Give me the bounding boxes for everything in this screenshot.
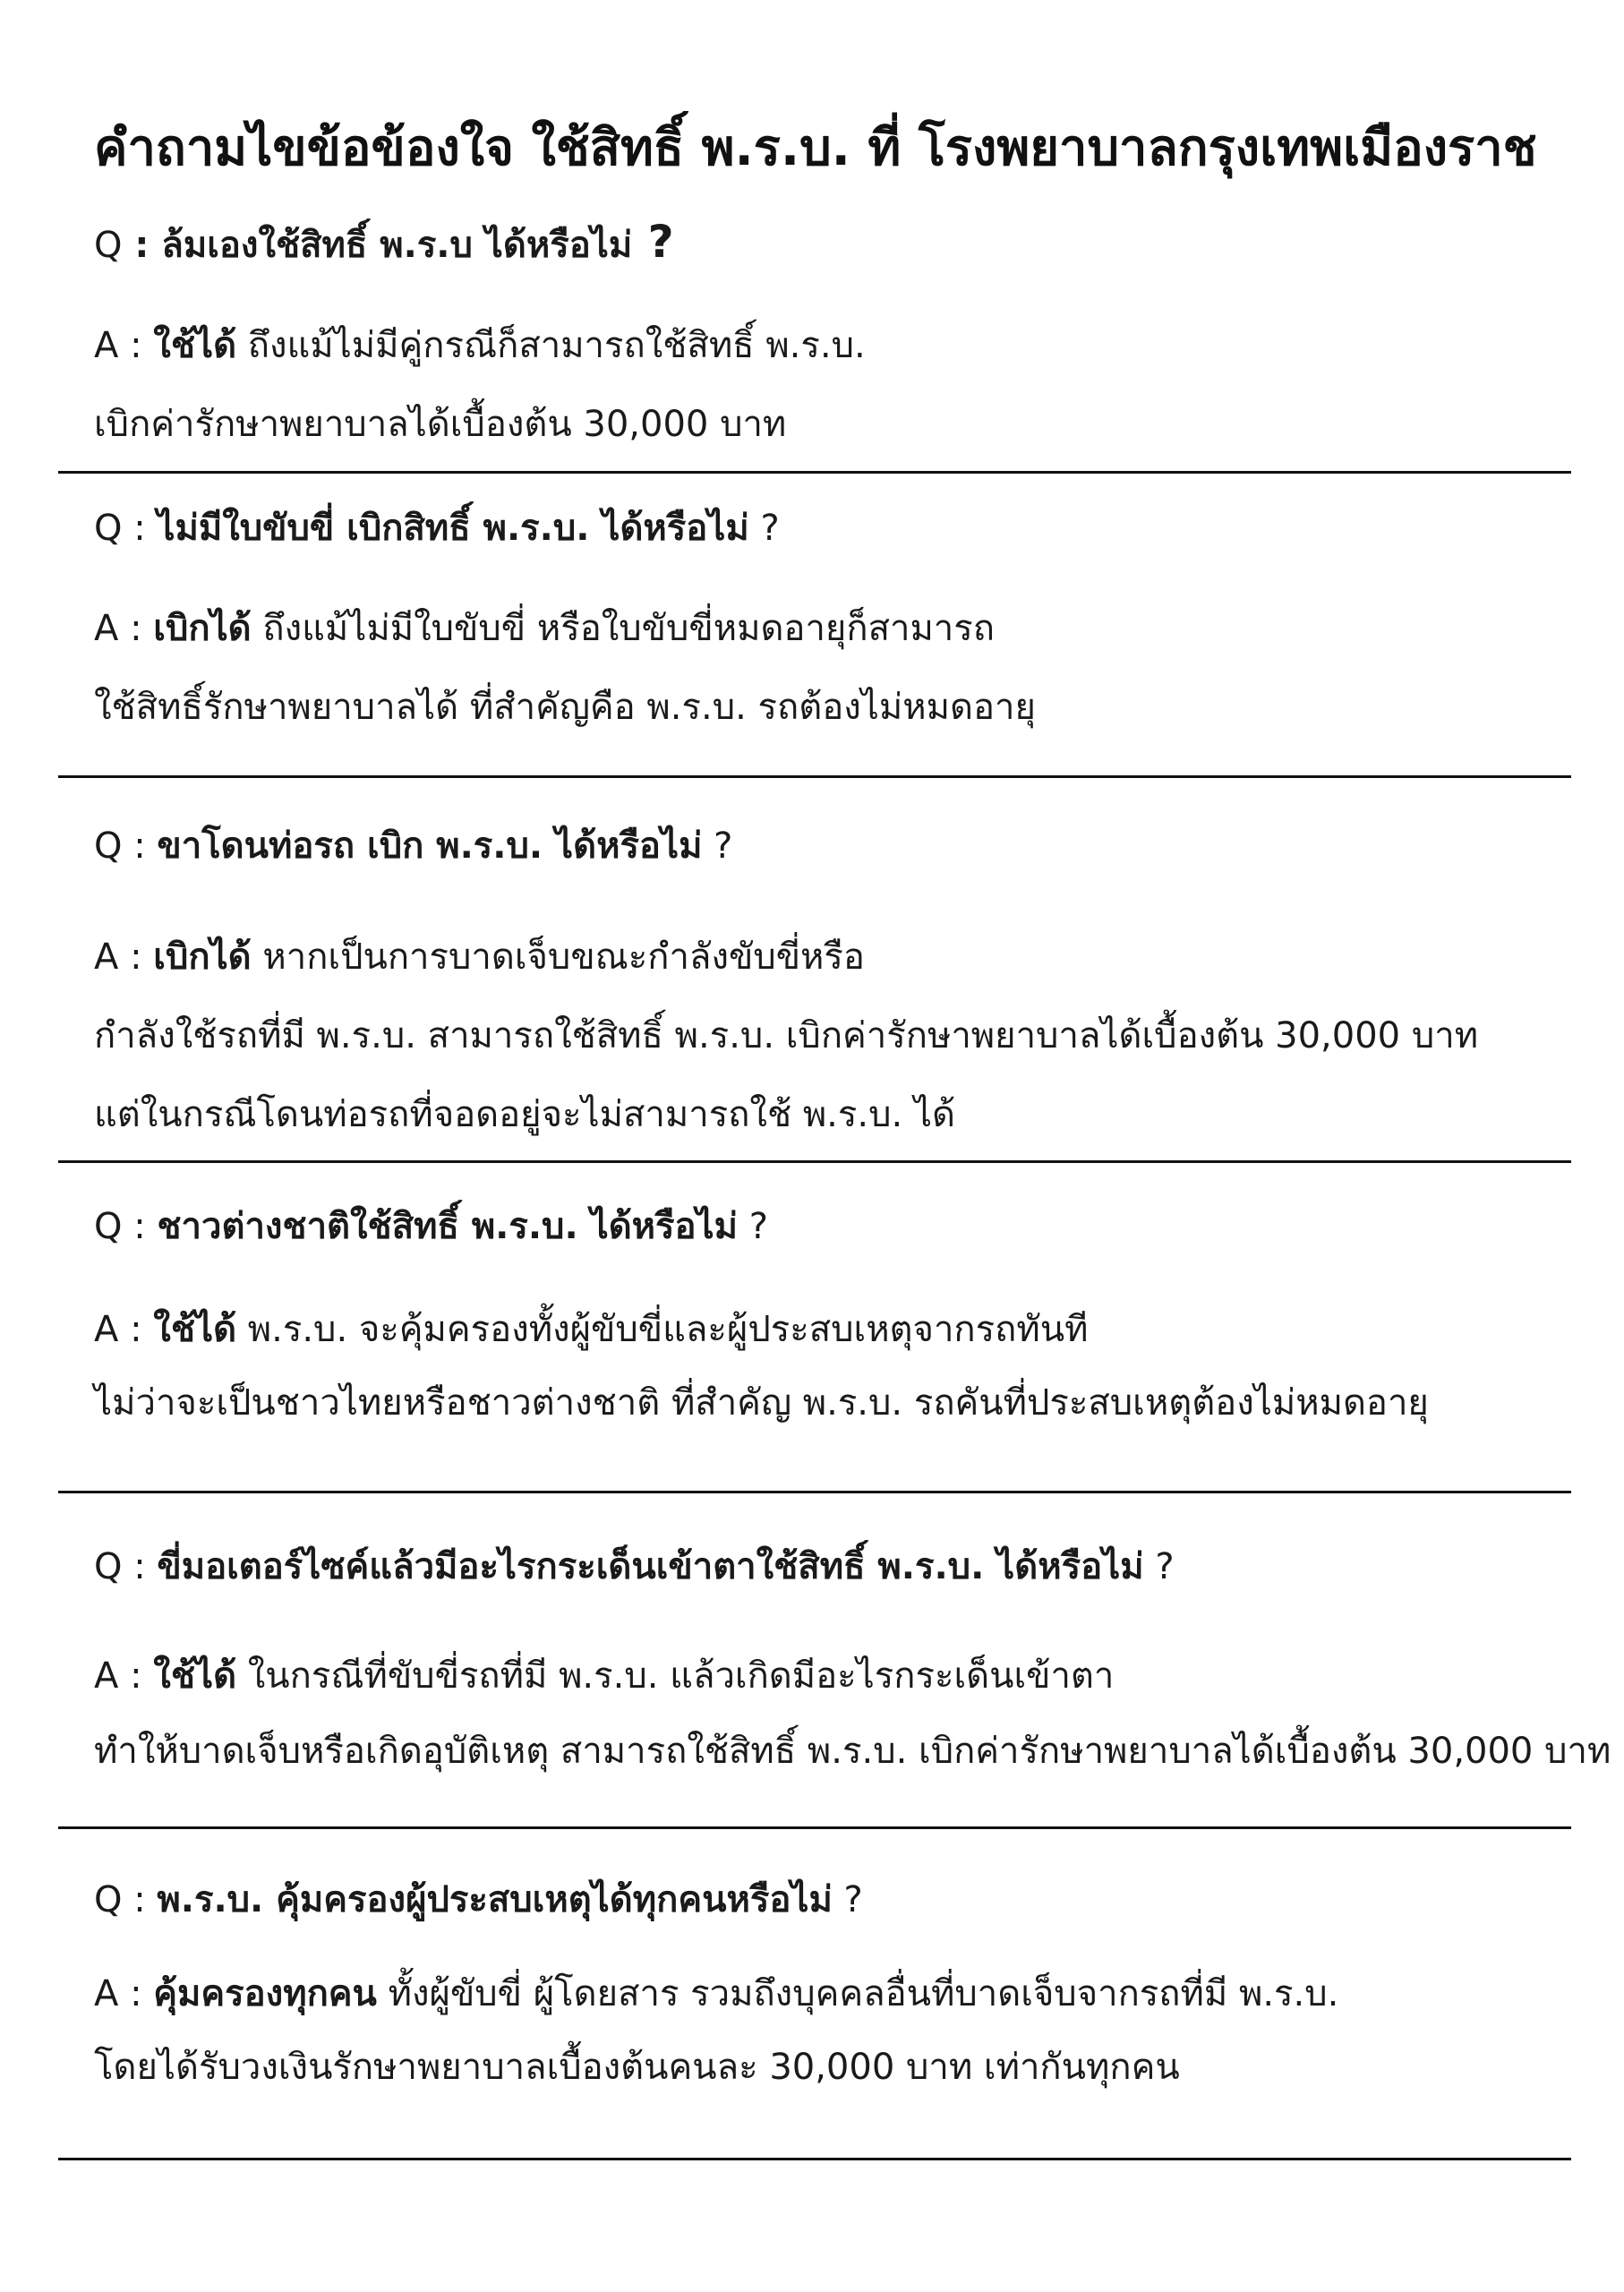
question bbox=[94, 819, 1570, 873]
answer-prefix: A : bbox=[94, 1655, 154, 1697]
qa-item bbox=[94, 1873, 1570, 2104]
section-divider bbox=[58, 2158, 1571, 2160]
answer-line bbox=[94, 1293, 1570, 1366]
answer-text: หากเป็นการบาดเจ็บขณะกำลังขับขี่หรือ bbox=[251, 936, 865, 978]
answer-line bbox=[94, 1957, 1570, 2031]
question-text: พ.ร.บ. คุ้มครองผู้ประสบเหตุได้ทุกคนหรือไม่ bbox=[157, 1879, 833, 1920]
question-prefix: Q : bbox=[94, 508, 158, 549]
question-prefix: Q : bbox=[94, 1206, 158, 1247]
answer-line: ทำให้บาดเจ็บหรือเกิดอุบัติเหตุ สามารถใช้สิทธิ์ พ.ร.บ. เบิกค่ารักษาพยาบาลได้เบื้องต้น 30,000 บาท bbox=[94, 1731, 1611, 1772]
question-text: ขี่มอเตอร์ไซค์แล้วมีอะไรกระเด็นเข้าตาใช้สิทธิ์ พ.ร.บ. ได้หรือไม่ bbox=[157, 1546, 1144, 1587]
question-mark: ? bbox=[748, 508, 780, 549]
answer-line: แต่ในกรณีโดนท่อรถที่จอดอยู่จะไม่สามารถใช้ พ.ร.บ. ได้ bbox=[94, 1094, 956, 1135]
question-text: ขาโดนท่อรถ เบิก พ.ร.บ. ได้หรือไม่ bbox=[157, 825, 703, 867]
question-text: ไม่มีใบขับขี่ เบิกสิทธิ์ พ.ร.บ. ได้หรือไม่ bbox=[157, 508, 749, 549]
answer-line bbox=[94, 918, 1570, 996]
answer-text: ทั้งผู้ขับขี่ ผู้โดยสาร รวมถึงบุคคลอื่นที่บาดเจ็บจากรถที่มี พ.ร.บ. bbox=[376, 1973, 1339, 2014]
answer bbox=[94, 1638, 1611, 1789]
question-mark: ? bbox=[832, 1879, 863, 1920]
section-divider bbox=[58, 471, 1571, 474]
question-mark: ? bbox=[738, 1206, 768, 1247]
answer-text: พ.ร.บ. จะคุ้มครองทั้งผู้ขับขี่และผู้ประสบเหตุจากรถทันที bbox=[236, 1309, 1089, 1350]
answer-prefix: A : bbox=[94, 1309, 154, 1350]
answer-prefix: A : bbox=[94, 1973, 154, 2014]
answer-keyword: เบิกได้ bbox=[153, 936, 252, 978]
question-prefix: Q : bbox=[94, 825, 158, 867]
answer-text: ถึงแม้ไม่มีใบขับขี่ หรือใบขับขี่หมดอายุก็สามารถ bbox=[251, 608, 995, 649]
section-divider bbox=[58, 1826, 1571, 1829]
answer-line bbox=[94, 589, 1570, 668]
question bbox=[94, 1540, 1570, 1594]
answer-line: โดยได้รับวงเงินรักษาพยาบาลเบื้องต้นคนละ 30,000 บาท เท่ากันทุกคน bbox=[94, 2047, 1180, 2088]
answer-prefix: A : bbox=[94, 608, 154, 649]
answer-prefix: A : bbox=[94, 936, 154, 978]
question bbox=[94, 215, 1570, 272]
answer-prefix: A : bbox=[94, 325, 154, 366]
question bbox=[94, 501, 1570, 555]
section-divider bbox=[58, 1491, 1571, 1493]
section-divider bbox=[58, 1160, 1571, 1163]
question-prefix: Q : bbox=[94, 1879, 158, 1920]
answer-keyword: คุ้มครองทุกคน bbox=[153, 1973, 377, 2014]
answer-line bbox=[94, 1638, 1570, 1714]
answer-keyword: ใช้ได้ bbox=[153, 1309, 237, 1350]
answer-keyword: ใช้ได้ bbox=[153, 1655, 237, 1697]
question-mark: ? bbox=[632, 216, 674, 268]
answer-line: ใช้สิทธิ์รักษาพยาบาลได้ ที่สำคัญคือ พ.ร.บ. รถต้องไม่หมดอายุ bbox=[94, 687, 1036, 728]
qa-item bbox=[94, 215, 1570, 464]
answer bbox=[94, 589, 1570, 747]
answer-keyword: เบิกได้ bbox=[153, 608, 252, 649]
question-prefix: Q : bbox=[94, 1546, 158, 1587]
section-divider bbox=[58, 775, 1571, 778]
qa-item bbox=[94, 819, 1570, 1154]
qa-item bbox=[94, 1200, 1570, 1440]
question-text: ชาวต่างชาติใช้สิทธิ์ พ.ร.บ. ได้หรือไม่ bbox=[157, 1206, 739, 1247]
page-title: คำถามไขข้อข้องใจ ใช้สิทธิ์ พ.ร.บ. ที่ โรงพยาบาลกรุงเทพเมืองราช bbox=[94, 119, 1537, 177]
answer bbox=[94, 1293, 1570, 1440]
question-mark: ? bbox=[1143, 1546, 1175, 1587]
answer bbox=[94, 918, 1570, 1154]
question bbox=[94, 1200, 1570, 1253]
answer-line bbox=[94, 306, 1570, 385]
question-mark: ? bbox=[702, 825, 733, 867]
qa-item bbox=[94, 501, 1570, 747]
answer-keyword: ใช้ได้ bbox=[153, 325, 237, 366]
answer-text: ในกรณีที่ขับขี่รถที่มี พ.ร.บ. แล้วเกิดมีอะไรกระเด็นเข้าตา bbox=[236, 1655, 1115, 1697]
answer bbox=[94, 306, 1570, 464]
answer-line: ไม่ว่าจะเป็นชาวไทยหรือชาวต่างชาติ ที่สำคัญ พ.ร.บ. รถคันที่ประสบเหตุต้องไม่หมดอายุ bbox=[94, 1382, 1429, 1424]
answer bbox=[94, 1957, 1570, 2104]
question-text: ล้มเองใช้สิทธิ์ พ.ร.บ ได้หรือไม่ bbox=[161, 225, 633, 266]
question-prefix: Q bbox=[94, 225, 123, 266]
question-separator: : bbox=[122, 225, 162, 266]
qa-item bbox=[94, 1540, 1611, 1789]
answer-line: กำลังใช้รถที่มี พ.ร.บ. สามารถใช้สิทธิ์ พ.ร.บ. เบิกค่ารักษาพยาบาลได้เบื้องต้น 30,000 บาท bbox=[94, 1015, 1479, 1056]
question bbox=[94, 1873, 1570, 1927]
answer-line: เบิกค่ารักษาพยาบาลได้เบื้องต้น 30,000 บาท bbox=[94, 404, 787, 445]
answer-text: ถึงแม้ไม่มีคู่กรณีก็สามารถใช้สิทธิ์ พ.ร.บ. bbox=[236, 325, 866, 366]
